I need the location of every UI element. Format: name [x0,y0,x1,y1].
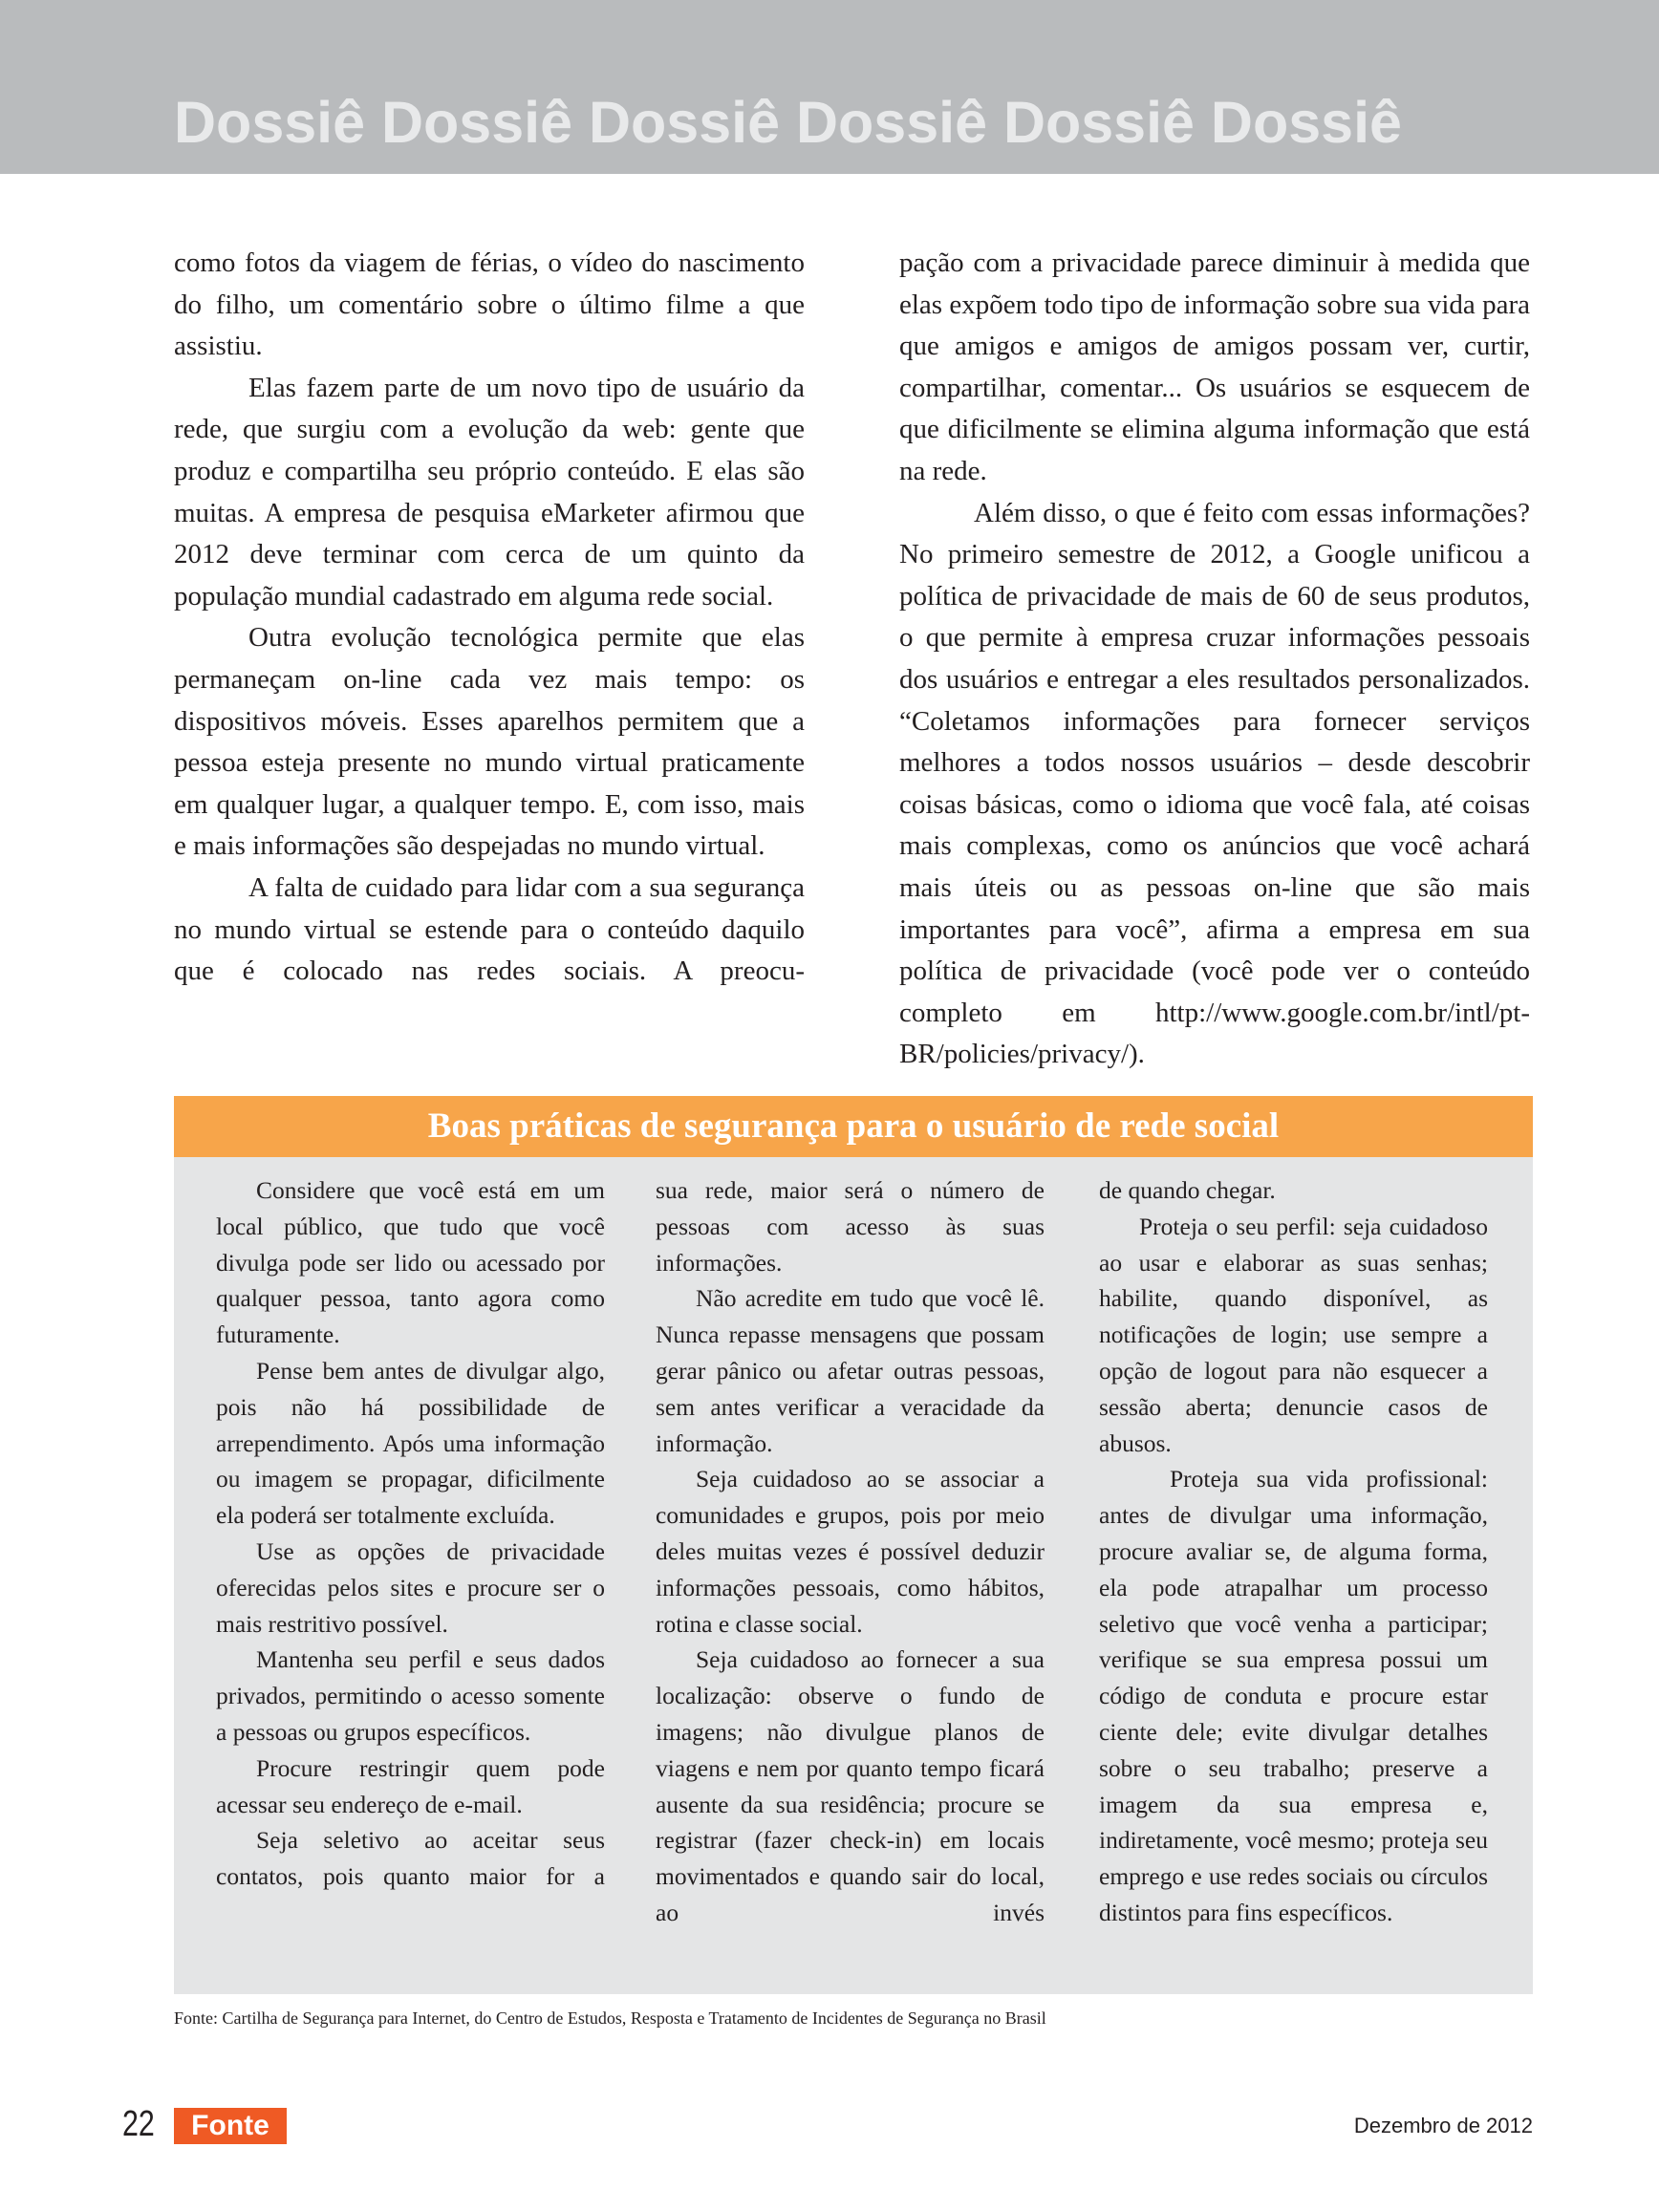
section-header-band [0,0,1659,174]
box-column-2 [656,1172,1045,1931]
article-paragraph: Além disso, o que é feito com essas informações? No primeiro semestre de 2012, a Google unificou a política de privacidade de mais de 60 de seus produtos, o que permite à empresa cruzar informações pessoais dos usuários e entregar a eles resultados personalizados. “Coletamos informações para fornecer serviços melhores a todos nossos usuários – desde descobrir coisas básicas, como o idioma que você fala, até coisas mais complexas, como os anúncios que você achará mais úteis ou as pessoas on-line que são mais importantes para você”, afirma a empresa em sua política de privacidade (você pode ver o conteúdo completo em http://www.google.com.br/intl/pt-BR/policies/privacy/). [899,497,1530,1070]
tip-paragraph: Use as opções de privacidade oferecidas pelos sites e procure ser o mais restritivo possível. [216,1536,605,1638]
magazine-logo [174,2108,287,2144]
box-column-1 [216,1172,605,1895]
tip-paragraph: sua rede, maior será o número de pessoas com acesso às suas informações. [656,1176,1045,1277]
tip-paragraph: Proteja o seu perfil: seja cuidadoso ao usar e elaborar as suas senhas; habilite, quando disponível, as notificações de login; use sempre a opção de logout para não esquecer a sessão aberta; denuncie casos de abusos. [1099,1212,1488,1457]
magazine-logo-text: Fonte [191,2110,269,2141]
tip-paragraph: de quando chegar. [1099,1176,1276,1204]
tip-paragraph: Pense bem antes de divulgar algo, pois não há possibilidade de arrependimento. Após uma informação ou imagem se propagar, dificilmente ela poderá ser totalmente excluída. [216,1356,605,1530]
tip-paragraph: Proteja sua vida profissional: antes de divulgar uma informação, procure avaliar se, de alguma forma, ela pode atrapalhar um processo seletivo que você venha a participar; verifique se sua empresa possui um código de conduta e procure estar ciente dele; evite divulgar detalhes sobre o seu trabalho; preserve a imagem da sua empresa e, indiretamente, você mesmo; proteja seu emprego e use redes sociais ou círculos distintos para fins específicos. [1099,1465,1488,1926]
article-paragraph: Outra evolução tecnológica permite que elas permaneçam on-line cada vez mais tempo: os dispositivos móveis. Esses aparelhos permitem que a pessoa esteja presente no mundo virtual praticamente em qualquer lugar, a qualquer tempo. E, com isso, mais e mais informações são despejadas no mundo virtual. [174,622,805,862]
tip-paragraph: Não acredite em tudo que você lê. Nunca repasse mensagens que possam gerar pânico ou afetar outras pessoas, sem antes verificar a veracidade da informação. [656,1284,1045,1457]
section-title: Dossiê Dossiê Dossiê Dossiê Dossiê Dossiê [174,90,1402,155]
tip-paragraph: Seja seletivo ao aceitar seus contatos, pois quanto maior for a [216,1826,605,1891]
page-number: 22 [122,2104,155,2144]
sidebar-box-title: Boas práticas de segurança para o usuário de rede social [427,1106,1280,1146]
article-paragraph: A falta de cuidado para lidar com a sua segurança no mundo virtual se estende para o conteúdo daquilo que é colocado nas redes sociais. A preocu- [174,871,805,987]
article-paragraph: Elas fazem parte de um novo tipo de usuário da rede, que surgiu com a evolução da web: gente que produz e compartilha seu próprio conteúdo. E elas são muitas. A empresa de pesquisa eMarketer afirmou que 2012 deve terminar com cerca de um quinto da população mundial cadastrado em alguma rede social. [174,372,805,612]
issue-date: Dezembro de 2012 [1353,2114,1533,2137]
tip-paragraph: Considere que você está em um local público, que tudo que você divulga pode ser lido ou acessado por qualquer pessoa, tanto agora como futuramente. [216,1176,605,1349]
box-column-3 [1099,1172,1488,1931]
source-note: Fonte: Cartilha de Segurança para Internet, do Centro de Estudos, Resposta e Tratamento de Incidentes de Segurança no Brasil [174,2008,1046,2028]
tip-paragraph: Seja cuidadoso ao fornecer a sua localização: observe o fundo de imagens; não divulgue planos de viagens e nem por quanto tempo ficará ausente da sua residência; procure se registrar (fazer check-in) em locais movimentados e quando sair do local, ao invés [656,1645,1045,1926]
article-column-right [899,243,1530,1076]
article-paragraph: como fotos da viagem de férias, o vídeo do nascimento do filho, um comentário sobre o último filme a que assistiu. [174,247,805,362]
sidebar-box-header [174,1096,1533,1157]
tip-paragraph: Seja cuidadoso ao se associar a comunidades e grupos, pois por meio deles muitas vezes é possível deduzir informações pessoais, como hábitos, rotina e classe social. [656,1465,1045,1638]
article-paragraph: pação com a privacidade parece diminuir à medida que elas expõem todo tipo de informação sobre sua vida para que amigos e amigos de amigos possam ver, curtir, compartilhar, comentar... Os usuários se esquecem de que dificilmente se elimina alguma informação que está na rede. [899,247,1530,486]
tip-paragraph: Mantenha seu perfil e seus dados privados, permitindo o acesso somente a pessoas ou grupos específicos. [216,1645,605,1746]
tip-paragraph: Procure restringir quem pode acessar seu endereço de e-mail. [216,1753,605,1818]
article-column-left [174,243,805,993]
